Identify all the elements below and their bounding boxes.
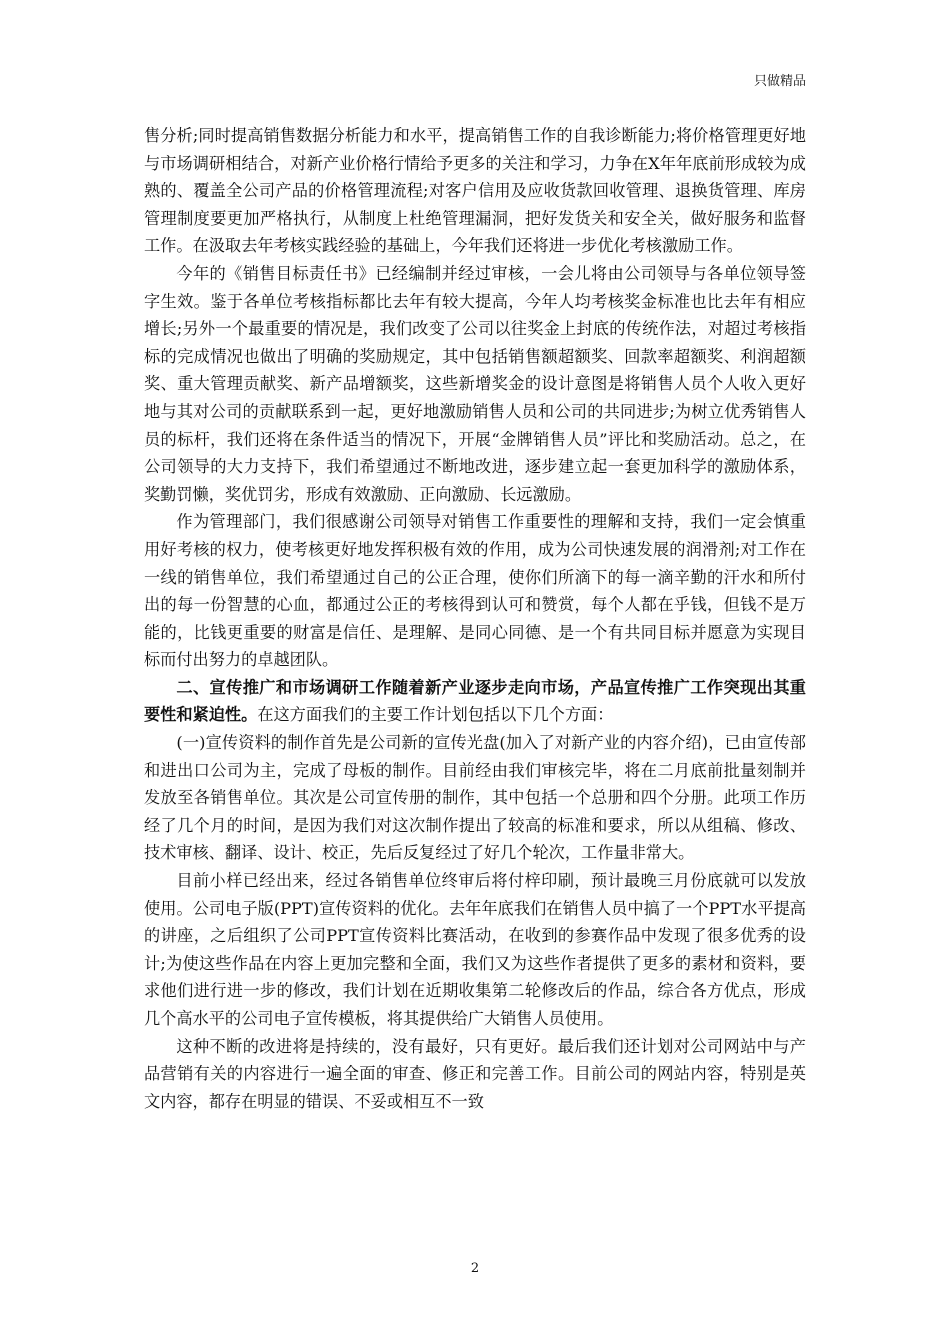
page-number: 2	[470, 1261, 480, 1276]
paragraph-4	[144, 674, 806, 729]
header-tag: 只做精品	[753, 74, 806, 89]
section-heading: 二、宣传推广和市场调研工作随着新产业逐步走向市场，产品宣传推广工作突现出其重要性和紧迫性。	[144, 677, 806, 725]
paragraph-7: 这种不断的改进将是持续的，没有最好，只有更好。最后我们还计划对公司网站中与产品营销有关的内容进行一遍全面的审查、修正和完善工作。目前公司的网站内容，特别是英文内容，都存在明显的错误、不妥或相互不一致	[144, 1036, 806, 1111]
document-body	[144, 122, 806, 1115]
paragraph-4-text: 在这方面我们的主要工作计划包括以下几个方面：	[257, 705, 614, 725]
paragraph-3: 作为管理部门，我们很感谢公司领导对销售工作重要性的理解和支持，我们一定会慎重用好考核的权力，使考核更好地发挥积极有效的作用，成为公司快速发展的润滑剂;对工作在一线的销售单位，我们希望通过自己的公正合理，使你们所滴下的每一滴辛勤的汗水和所付出的每一份智慧的心血，都通过公正的考核得到认可和赞赏，每个人都在乎钱，但钱不是万能的，比钱更重要的财富是信任、是理解、是同心同德、是一个有共同目标并愿意为实现目标而付出努力的卓越团队。	[144, 512, 806, 670]
paragraph-2: 今年的《销售目标责任书》已经编制并经过审核，一会儿将由公司领导与各单位领导签字生效。鉴于各单位考核指标都比去年有较大提高，今年人均考核奖金标准也比去年有相应增长;另外一个最重要的情况是，我们改变了公司以往奖金上封底的传统作法，对超过考核指标的完成情况也做出了明确的奖励规定，其中包括销售额超额奖、回款率超额奖、利润超额奖、重大管理贡献奖、新产品增额奖，这些新增奖金的设计意图是将销售人员个人收入更好地与其对公司的贡献联系到一起，更好地激励销售人员和公司的共同进步;为树立优秀销售人员的标杆，我们还将在条件适当的情况下，开展“金牌销售人员”评比和奖励活动。总之，在公司领导的大力支持下，我们希望通过不断地改进，逐步建立起一套更加科学的激励体系，奖勤罚懒，奖优罚劣，形成有效激励、正向激励、长远激励。	[144, 263, 806, 504]
paragraph-1: 售分析;同时提高销售数据分析能力和水平，提高销售工作的自我诊断能力;将价格管理更好地与市场调研相结合，对新产业价格行情给予更多的关注和学习，力争在X年年底前形成较为成熟的、覆盖全公司产品的价格管理流程;对客户信用及应收货款回收管理、退换货管理、库房管理制度要更加严格执行，从制度上杜绝管理漏洞，把好发货关和安全关，做好服务和监督工作。在汲取去年考核实践经验的基础上，今年我们还将进一步优化考核激励工作。	[144, 126, 806, 256]
paragraph-6: 目前小样已经出来，经过各销售单位终审后将付梓印刷，预计最晚三月份底就可以发放使用。公司电子版(PPT)宣传资料的优化。去年年底我们在销售人员中搞了一个PPT水平提高的讲座，之后组织了公司PPT宣传资料比赛活动，在收到的参赛作品中发现了很多优秀的设计;为使这些作品在内容上更加完整和全面，我们又为这些作者提供了更多的素材和资料，要求他们进行进一步的修改，我们计划在近期收集第二轮修改后的作品，综合各方优点，形成几个高水平的公司电子宣传模板，将其提供给广大销售人员使用。	[144, 871, 806, 1028]
paragraph-5: (一)宣传资料的制作首先是公司新的宣传光盘(加入了对新产业的内容介绍)，已由宣传部和进出口公司为主，完成了母板的制作。目前经由我们审核完毕，将在二月底前批量刻制并发放至各销售单位。其次是公司宣传册的制作，其中包括一个总册和四个分册。此项工作历经了几个月的时间，是因为我们对这次制作提出了较高的标准和要求，所以从组稿、修改、技术审核、翻译、设计、校正，先后反复经过了好几个轮次，工作量非常大。	[144, 733, 806, 863]
